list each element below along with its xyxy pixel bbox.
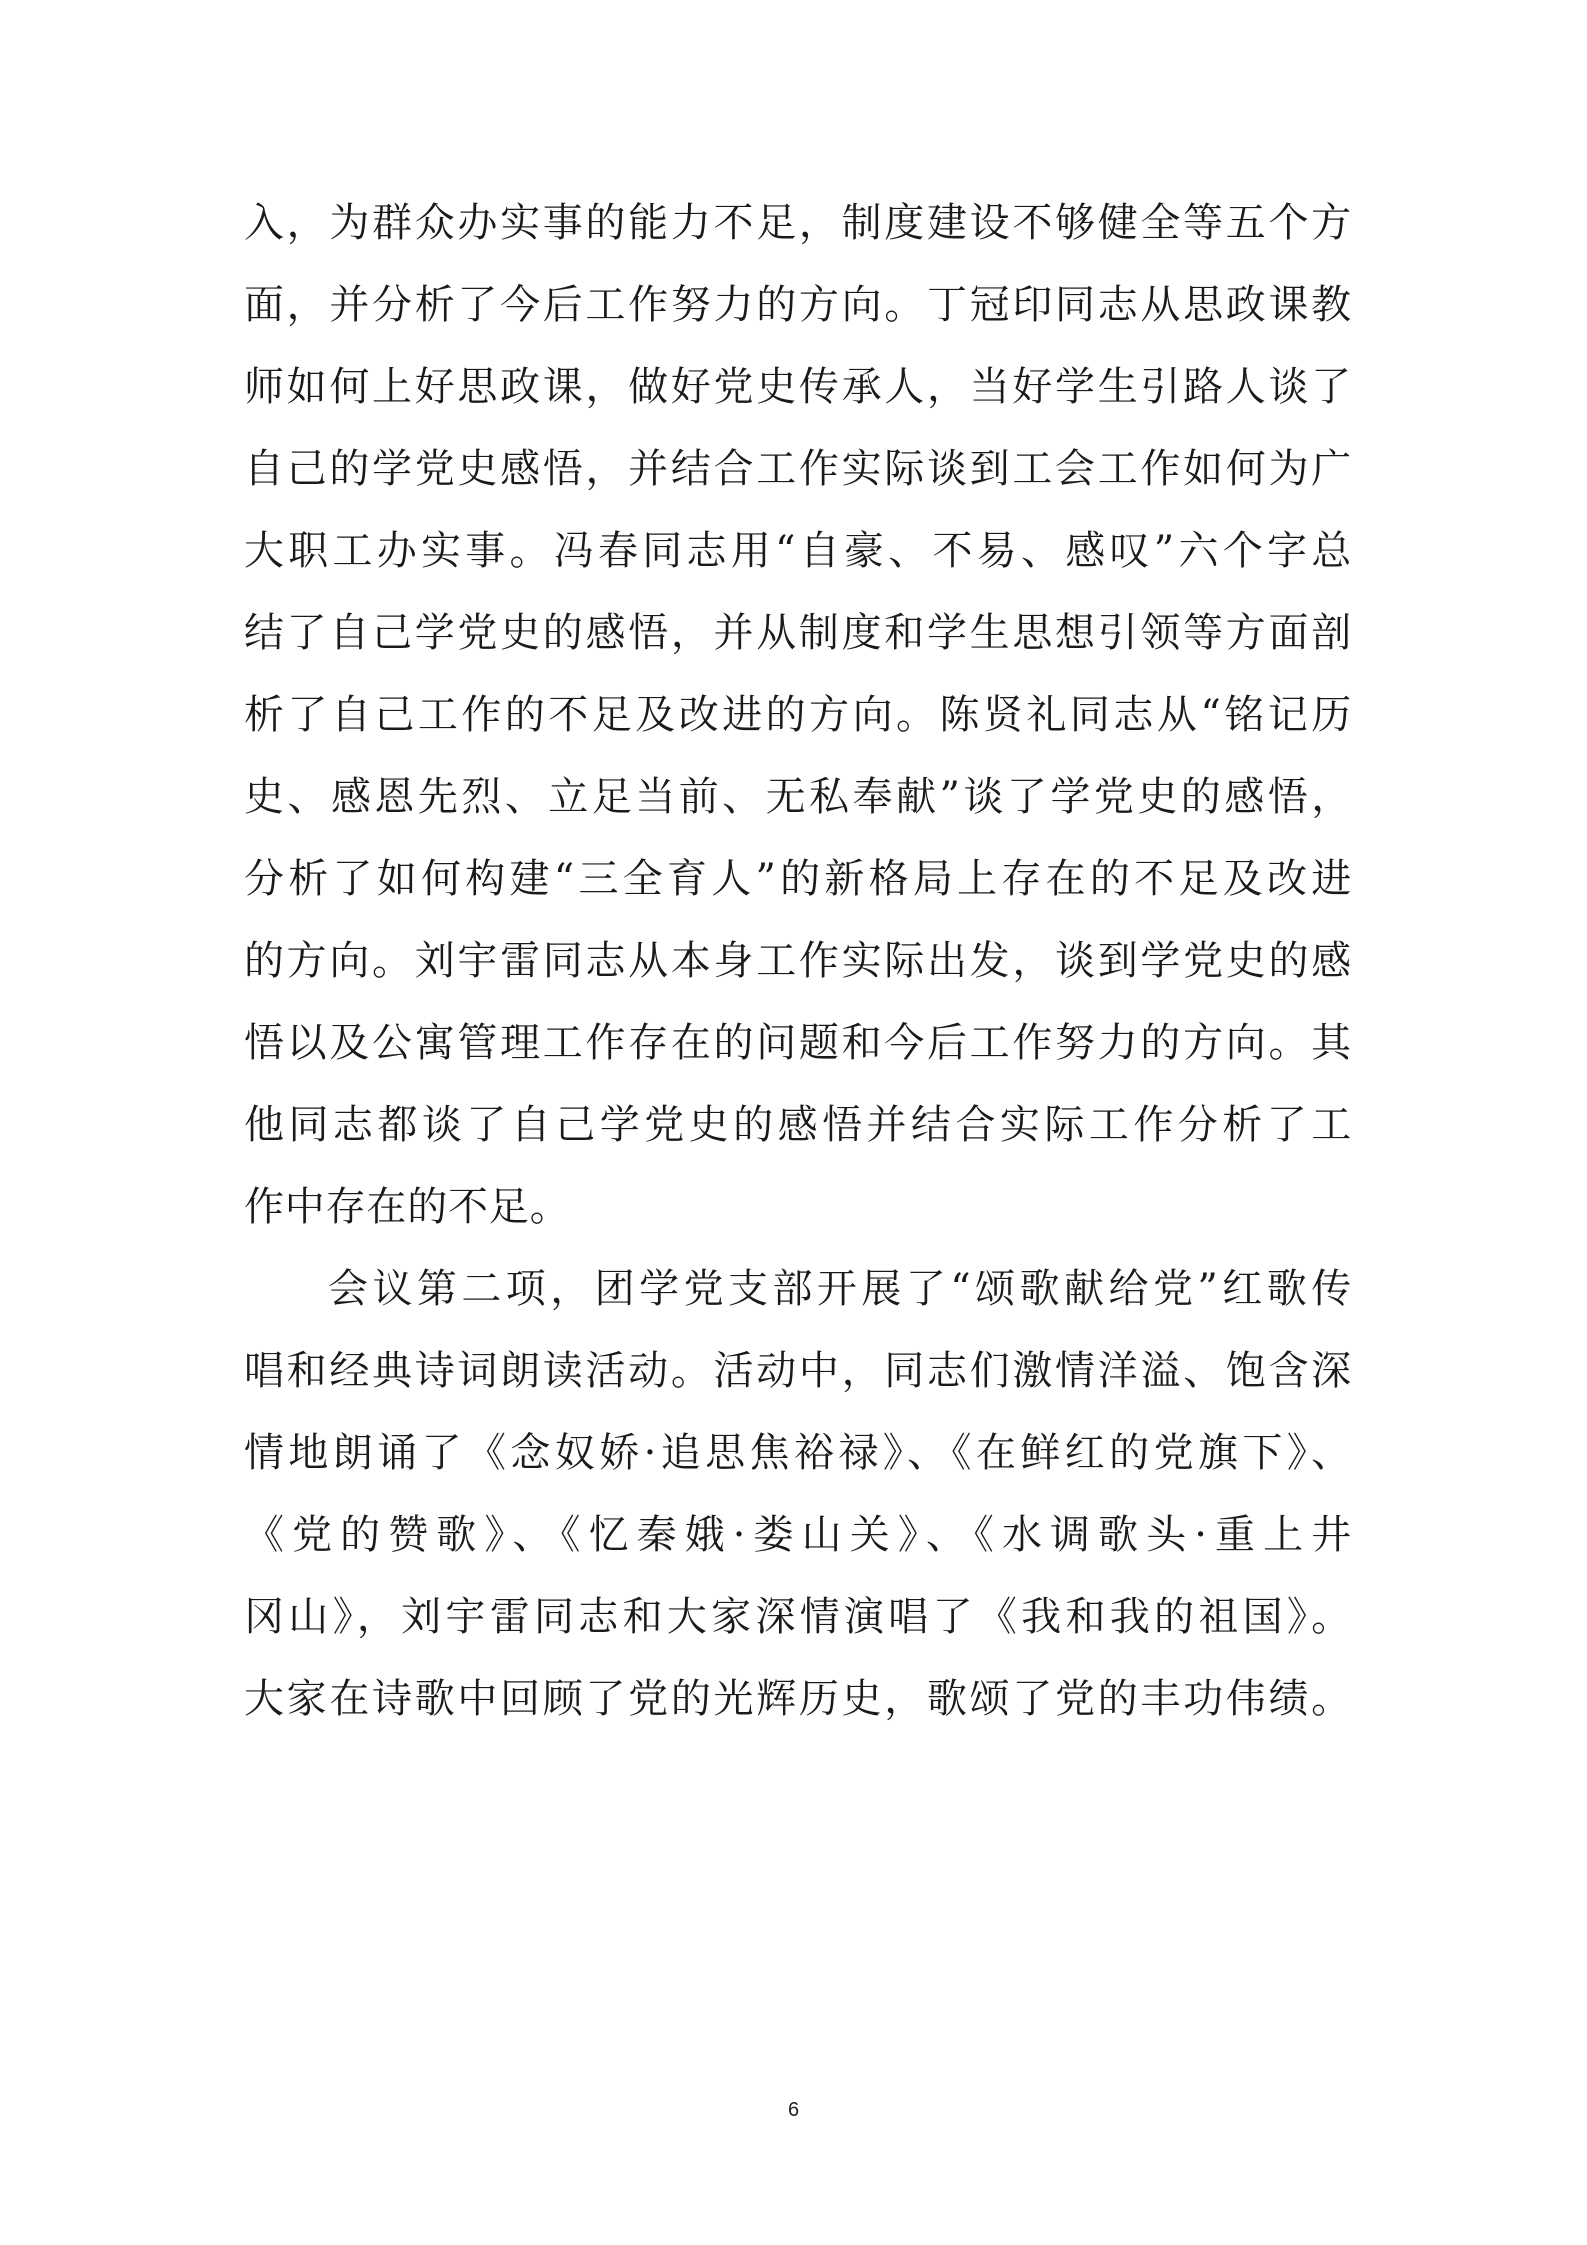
text-line: 冈山》，刘宇雷同志和大家深情演唱了《我和我的祖国》。 [244, 1594, 1352, 1640]
text-line: 悟以及公寓管理工作存在的问题和今后工作努力的方向。其 [244, 1020, 1352, 1066]
text-line: 《党的赞歌》、《忆秦娥·娄山关》、《水调歌头·重上井 [244, 1512, 1352, 1558]
text-line: 作中存在的不足。 [244, 1184, 571, 1230]
page-number: 6 [787, 2099, 800, 2121]
text-line: 结了自己学党史的感悟，并从制度和学生思想引领等方面剖 [244, 610, 1352, 656]
text-line: 大家在诗歌中回顾了党的光辉历史，歌颂了党的丰功伟绩。 [244, 1676, 1352, 1722]
text-line: 唱和经典诗词朗读活动。活动中，同志们激情洋溢、饱含深 [244, 1348, 1352, 1394]
text-line: 自己的学党史感悟，并结合工作实际谈到工会工作如何为广 [244, 446, 1352, 492]
text-line: 面，并分析了今后工作努力的方向。丁冠印同志从思政课教 [244, 282, 1352, 328]
text-line: 析了自己工作的不足及改进的方向。陈贤礼同志从“铭记历 [244, 692, 1352, 738]
text-line-indented: 会议第二项，团学党支部开展了“颂歌献给党”红歌传 [328, 1266, 1352, 1312]
text-line: 分析了如何构建“三全育人”的新格局上存在的不足及改进 [244, 856, 1352, 902]
text-line: 情地朗诵了《念奴娇·追思焦裕禄》、《在鲜红的党旗下》、 [244, 1430, 1352, 1476]
text-line: 的方向。刘宇雷同志从本身工作实际出发，谈到学党史的感 [244, 938, 1352, 984]
text-line: 师如何上好思政课，做好党史传承人，当好学生引路人谈了 [244, 364, 1352, 410]
text-line: 大职工办实事。冯春同志用“自豪、不易、感叹”六个字总 [244, 528, 1352, 574]
text-line: 史、感恩先烈、立足当前、无私奉献”谈了学党史的感悟， [244, 774, 1352, 820]
text-line: 他同志都谈了自己学党史的感悟并结合实际工作分析了工 [244, 1102, 1352, 1148]
text-line: 入，为群众办实事的能力不足，制度建设不够健全等五个方 [244, 200, 1352, 246]
